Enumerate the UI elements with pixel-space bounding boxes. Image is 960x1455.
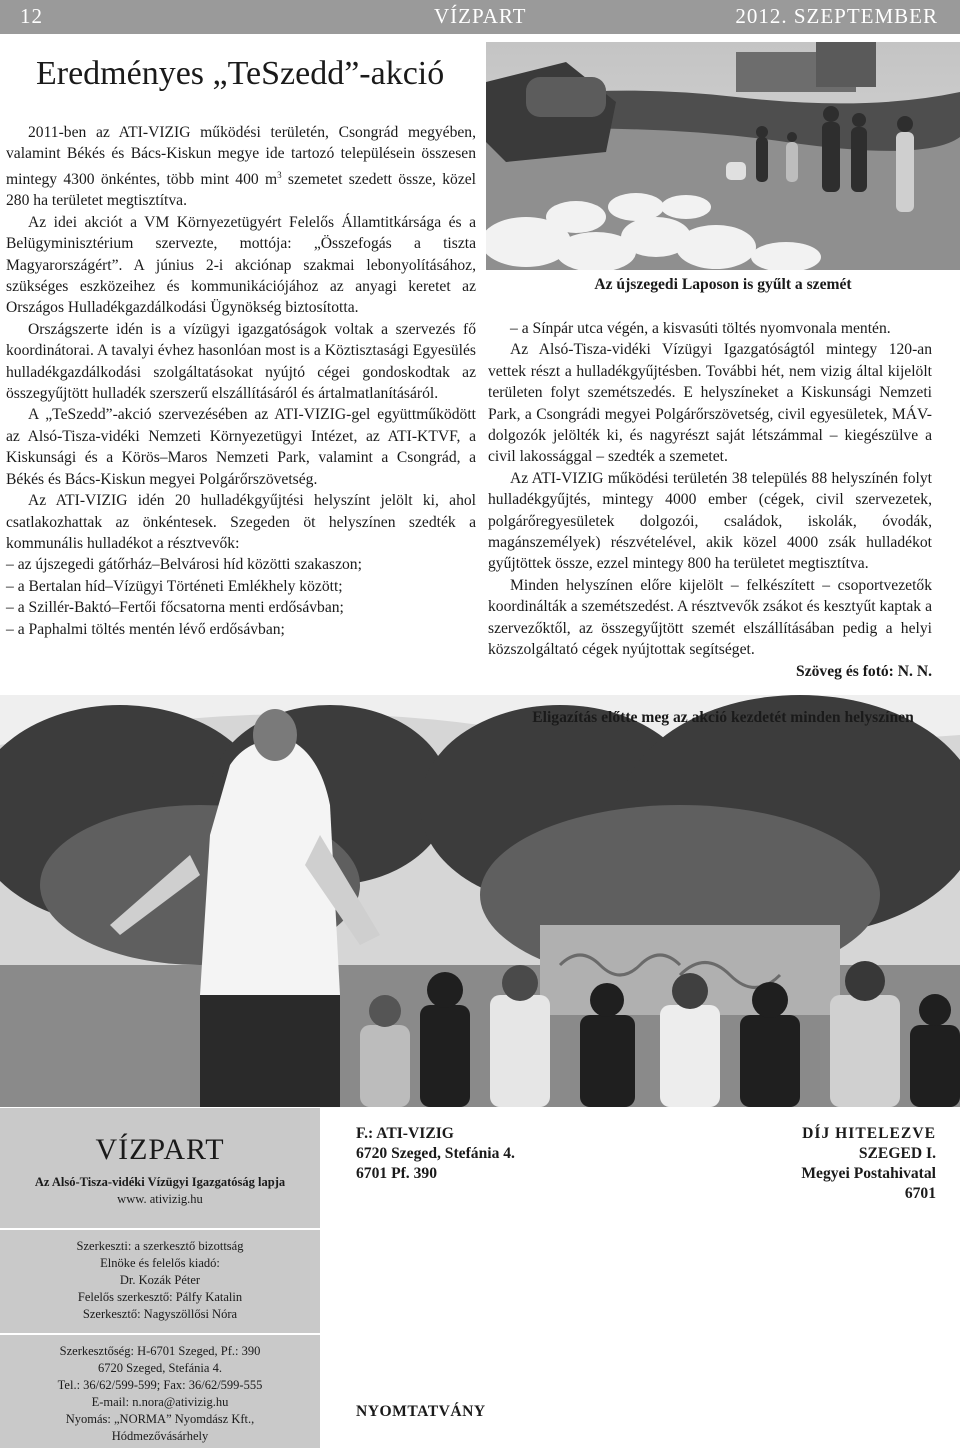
masthead-title: VÍZPART — [95, 1133, 225, 1166]
photo-briefing-image — [0, 695, 960, 1107]
article-paragraph: Minden helyszínen előre kijelölt – felkészített – csoportvezetők koordinálták a szemétszedést. A résztvevők zsákot és kesztyűt kaptak a szervezőktől, az összegyűjtött szemét elszállításában pedig a helyi közszolgáltató cégek nyújtottak segítséget. — [488, 576, 932, 659]
editorial-line: Dr. Kozák Péter — [119, 1273, 201, 1287]
postage-block — [801, 1124, 936, 1204]
masthead-website: www. ativizig.hu — [117, 1192, 203, 1206]
contact-line: Nyomás: „NORMA” Nyomdász Kft., — [65, 1412, 255, 1426]
sender-line: 6701 Pf. 390 — [356, 1165, 437, 1182]
contact-line: Hódmezővásárhely — [111, 1429, 209, 1443]
photo-laposon — [486, 42, 960, 270]
photo-briefing — [0, 695, 960, 1107]
editorial-line: Szerkesztő: Nagyszöllősi Nóra — [82, 1307, 238, 1321]
contact-line: Szerkesztőség: H-6701 Szeged, Pf.: 390 — [59, 1344, 261, 1358]
publication-name: VÍZPART — [434, 4, 527, 28]
article-title: Eredményes „TeSzedd”-akció — [36, 55, 445, 92]
postage-line: SZEGED I. — [858, 1145, 936, 1162]
page-number: 12 — [20, 4, 43, 28]
masthead-editorial — [0, 1230, 320, 1333]
masthead-subtitle: Az Alsó-Tisza-vidéki Vízügyi Igazgatóság lapja — [34, 1175, 286, 1189]
list-item: – az újszegedi gátőrház–Belvárosi híd közötti szakaszon; — [6, 556, 362, 574]
paragraph-text: 2011-ben az ATI-VIZIG működési területén, Csongrád megyében, valamint Békés és Bács-Kiskun megye ide tartozó településein összesen mintegy 4300 önkéntes, több mint 400 m — [6, 124, 476, 188]
editorial-line: Elnöke és felelős kiadó: — [100, 1256, 220, 1270]
issue-date: 2012. SZEPTEMBER — [735, 4, 938, 28]
masthead — [0, 1108, 320, 1448]
contact-line: Tel.: 36/62/599-599; Fax: 36/62/599-555 — [57, 1378, 263, 1392]
paragraph-text: szemetet szedett össze, közel 280 ha területet megtisztítva. — [6, 171, 476, 210]
list-item: – a Sínpár utca végén, a kisvasúti töltés nyomvonala mentén. — [510, 320, 891, 337]
editorial-line: Szerkeszti: a szerkesztő bizottság — [76, 1239, 244, 1253]
article-paragraph — [6, 122, 476, 212]
list-item: – a Szillér-Baktó–Fertői főcsatorna menti erdősávban; — [6, 599, 344, 617]
article-paragraph: Országszerte idén is a vízügyi igazgatóságok voltak a szervezés fő koordinátorai. A tavalyi évhez hasonlóan most is a Köztisztasági Egyesülés hulladékgazdálkodási szolgáltatásokat nyújtó cégei gondoskodtak az összegyűjtött hulladék szerszerű elszállításáról és ártalmatlanításáról. — [6, 320, 476, 403]
masthead-contact — [0, 1335, 320, 1455]
superscript: 3 — [277, 169, 282, 180]
postage-line: 6701 — [904, 1185, 936, 1202]
postage-line: Megyei Postahivatal — [801, 1165, 936, 1182]
article-paragraph: Az ATI-VIZIG idén 20 hulladékgyűjtési helyszínt jelölt ki, ahol csatlakozhattak az önkéntesek. Szegeden öt helyszínen szedték a kommunális hulladékot a résztvevők: — [6, 492, 476, 552]
article-right-column — [488, 318, 932, 682]
article-paragraph: Az Alsó-Tisza-vidéki Vízügyi Igazgatóságtól mintegy 120-an vettek részt a hulladékgyűjtésben. További hét, nem vizig által kijelölt területen folyt szemétszedés. E helyszíneket a Kiskunsági Nemzeti Park, a Csongrádi megyei Polgárőrszövetség, civil egyesületek, MÁV-dolgozók jelölték ki, és nagyrészt saját létszámmal – kiegészülve a civil lakossággal – szedték a szemetet. — [488, 341, 932, 466]
printed-matter-label: NYOMTATVÁNY — [356, 1403, 486, 1420]
photo-laposon-image — [486, 42, 960, 270]
postage-line: DÍJ HITELEZVE — [802, 1125, 936, 1142]
contact-line: E-mail: n.nora@ativizig.hu — [91, 1395, 229, 1409]
photo-caption-top: Az újszegedi Laposon is gyűlt a szemét — [594, 276, 852, 293]
page-header-bar — [0, 0, 960, 34]
list-item: – a Bertalan híd–Vízügyi Történeti Emlékhely között; — [6, 577, 343, 595]
article-paragraph: Az ATI-VIZIG működési területén 38 település 88 helyszínén folyt hulladékgyűjtés, mintegy 4000 ember (cégek, civil szervezetek, polgárőregyesületek dolgozói, családok, iskolák, óvodák, magánszemélyek) részvételével, akik közel 4000 zsák hulladékot gyűjtöttek össze, ezzel mintegy 800 ha területet megtisztítva. — [488, 469, 932, 573]
editorial-line: Felelős szerkesztő: Pálfy Katalin — [77, 1290, 243, 1304]
location-list — [6, 554, 476, 640]
photo-caption-bottom: Eligazítás előtte meg az akció kezdetét minden helyszínen — [532, 709, 914, 726]
sender-line: 6720 Szeged, Stefánia 4. — [356, 1145, 515, 1162]
article-left-column — [6, 122, 476, 640]
article-paragraph: Az idei akciót a VM Környezetügyért Felelős Államtitkársága és a Belügyminisztérium szervezte, mottója: „Összefogás a tiszta Magyarországért”. A június 2-i akciónap szakmai lebonyolításához, szükséges eszközeihez és kommunikációjához az anyagi keretet az Országos Hulladékgazdálkodási Ügynökség biztosította. — [6, 213, 476, 317]
list-item: – a Paphalmi töltés mentén lévő erdősávban; — [6, 620, 285, 638]
article-paragraph: A „TeSzedd”-akció szervezésében az ATI-VIZIG-gel együttműködött az Alsó-Tisza-vidéki Nemzeti Környezetügyi Intézet, az ATI-KTVF, a Kiskunsági és a Körös–Maros Nemzeti Park, valamint a Csongrád, a Békés és Bács-Kiskun megyei Polgárőrszövetség. — [6, 406, 476, 488]
sender-address — [356, 1124, 515, 1184]
location-list-continued — [488, 318, 932, 339]
article-signature: Szöveg és fotó: N. N. — [796, 662, 932, 680]
contact-line: 6720 Szeged, Stefánia 4. — [98, 1361, 222, 1375]
sender-line: F.: ATI-VIZIG — [356, 1125, 454, 1142]
